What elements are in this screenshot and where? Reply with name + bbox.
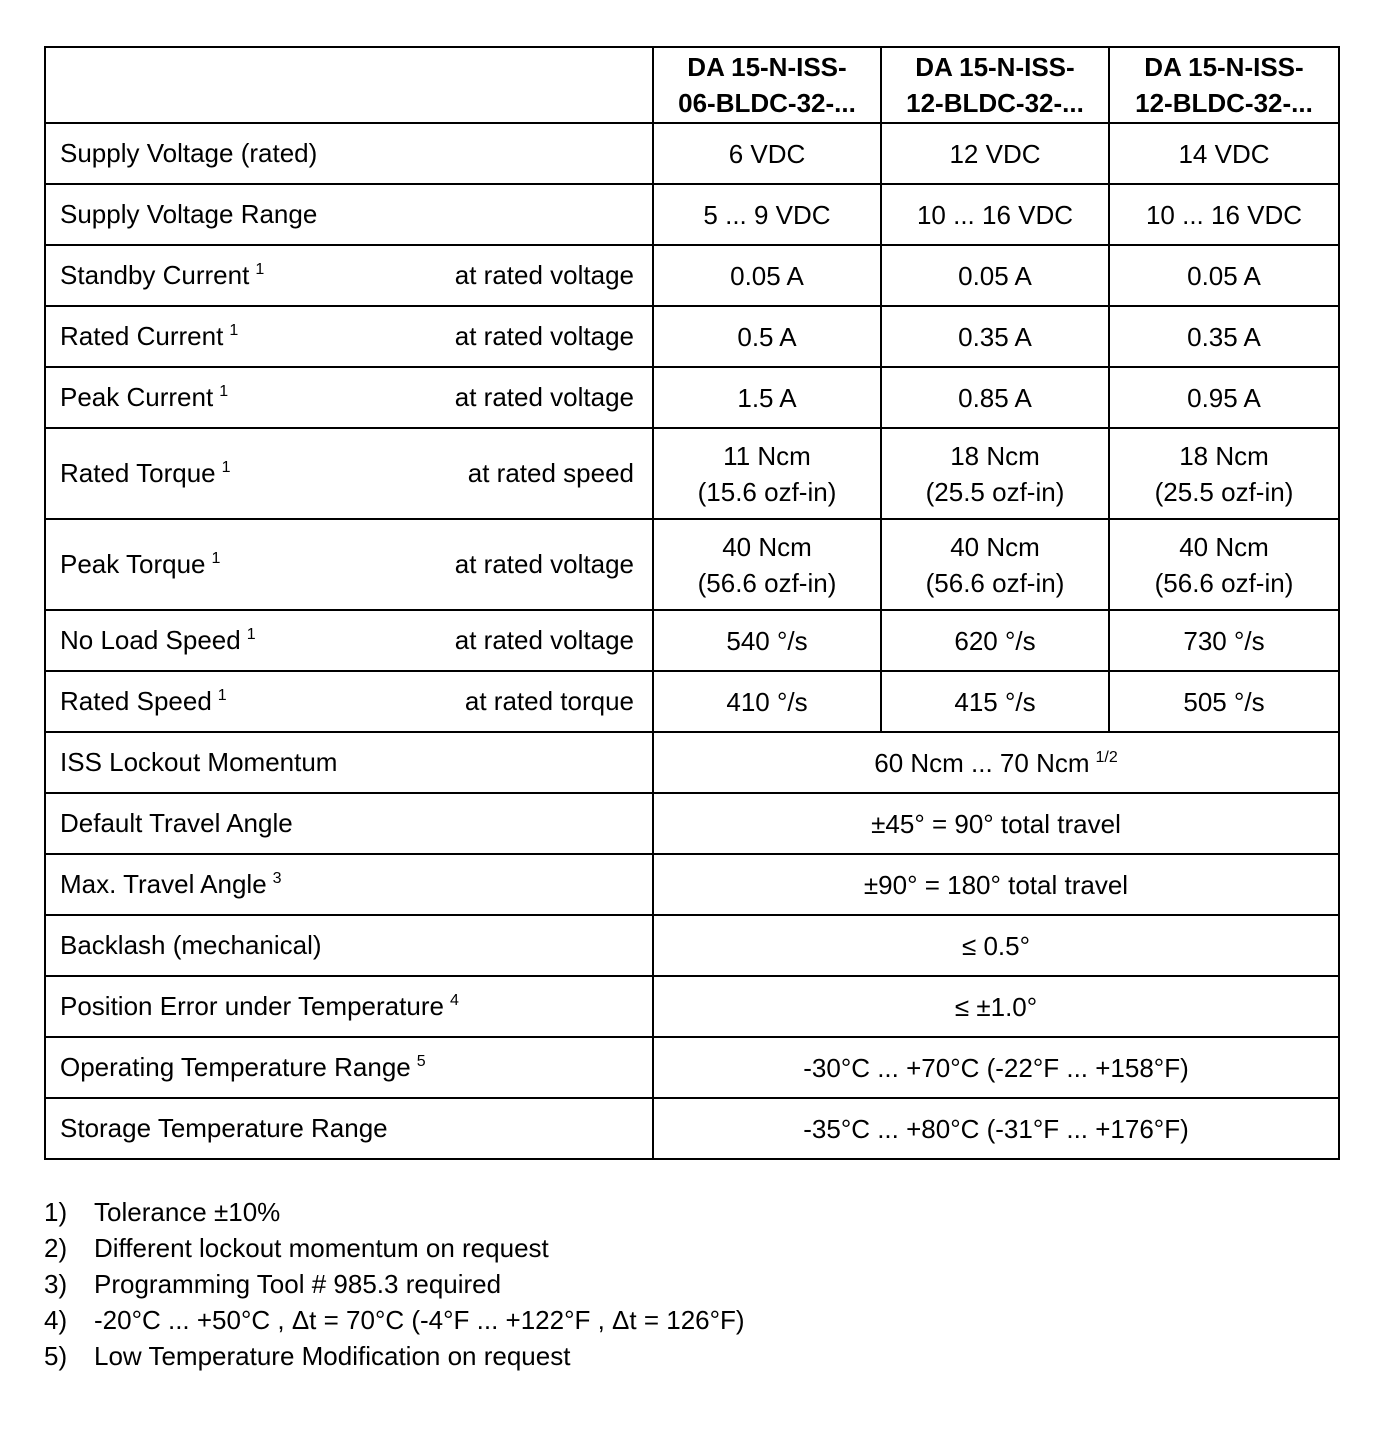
footnote-number: 3) <box>44 1269 68 1299</box>
value-cell: 40 Ncm (56.6 ozf-in) <box>1109 519 1339 610</box>
parameter-cell <box>45 306 653 367</box>
footnote-ref: 1/2 <box>1095 748 1118 766</box>
merged-value-cell: ±90° = 180° total travel <box>653 854 1339 915</box>
table-row <box>45 428 1339 519</box>
merged-value-cell: 60 Ncm ... 70 Ncm $^{1/2}$ <box>653 732 1339 793</box>
parameter-name: Rated Speed $^1$ <box>60 686 227 716</box>
parameter-name: Peak Torque $^1$ <box>60 549 221 579</box>
parameter-cell <box>45 610 653 671</box>
parameter-cell <box>45 854 653 915</box>
parameter-condition: at rated speed <box>467 458 634 488</box>
parameter-name: Supply Voltage Range <box>60 199 318 229</box>
footnote-ref: 1 <box>246 626 256 643</box>
footnote-item <box>44 1230 745 1266</box>
header-empty-cell <box>45 47 653 123</box>
footnote-text: -20°C ... +50°C , Δt = 70°C (-4°F ... +122°F , Δt = 126°F) <box>94 1305 745 1335</box>
footnote-ref: 3 <box>272 870 282 887</box>
footnote-item <box>44 1194 745 1230</box>
footnotes <box>44 1194 745 1374</box>
value-cell: 0.35 A <box>881 306 1109 367</box>
footnote-ref: 1 <box>255 261 265 278</box>
footnote-number: 2) <box>44 1233 68 1263</box>
parameter-cell <box>45 245 653 306</box>
column-header: DA 15-N-ISS- 06-BLDC-32-... <box>653 47 881 123</box>
parameter-cell <box>45 367 653 428</box>
merged-value-cell: ≤ 0.5° <box>653 915 1339 976</box>
parameter-cell <box>45 671 653 732</box>
table-row <box>45 1037 1339 1098</box>
value-cell: 505 °/s <box>1109 671 1339 732</box>
parameter-cell <box>45 915 653 976</box>
footnote-number: 1) <box>44 1197 68 1227</box>
parameter-name: Supply Voltage (rated) <box>60 138 318 168</box>
value-cell: 10 ... 16 VDC <box>1109 184 1339 245</box>
parameter-name: Standby Current $^1$ <box>60 260 265 290</box>
footnote-item <box>44 1338 745 1374</box>
footnote-item <box>44 1266 745 1302</box>
footnote-ref: 1 <box>221 459 231 476</box>
parameter-cell <box>45 793 653 854</box>
parameter-name: Backlash (mechanical) <box>60 930 322 960</box>
header-row <box>45 47 1339 123</box>
value-cell: 540 °/s <box>653 610 881 671</box>
table-row <box>45 123 1339 184</box>
value-cell: 18 Ncm (25.5 ozf-in) <box>1109 428 1339 519</box>
value-cell: 14 VDC <box>1109 123 1339 184</box>
footnote-ref: 1 <box>217 687 227 704</box>
footnote-number: 5) <box>44 1341 68 1371</box>
merged-value-cell: ≤ ±1.0° <box>653 976 1339 1037</box>
merged-value-cell: ±45° = 90° total travel <box>653 793 1339 854</box>
footnote-item <box>44 1302 745 1338</box>
table-row <box>45 1098 1339 1159</box>
parameter-name: Peak Current $^1$ <box>60 382 229 412</box>
value-cell: 12 VDC <box>881 123 1109 184</box>
column-header: DA 15-N-ISS- 12-BLDC-32-... <box>881 47 1109 123</box>
table-row <box>45 732 1339 793</box>
parameter-condition: at rated voltage <box>454 321 634 351</box>
parameter-name: Rated Current $^1$ <box>60 321 239 351</box>
value-cell: 0.05 A <box>1109 245 1339 306</box>
table-row <box>45 245 1339 306</box>
parameter-cell <box>45 1037 653 1098</box>
table-row <box>45 854 1339 915</box>
value-cell: 5 ... 9 VDC <box>653 184 881 245</box>
parameter-condition: at rated voltage <box>454 625 634 655</box>
table-row <box>45 184 1339 245</box>
value-cell: 415 °/s <box>881 671 1109 732</box>
parameter-cell <box>45 123 653 184</box>
parameter-name: ISS Lockout Momentum <box>60 747 338 777</box>
merged-value-cell: -30°C ... +70°C (-22°F ... +158°F) <box>653 1037 1339 1098</box>
parameter-name: Operating Temperature Range <box>60 1052 411 1082</box>
footnote-text: Different lockout momentum on request <box>94 1233 549 1263</box>
footnote-ref: 1 <box>219 383 229 400</box>
value-cell: 0.85 A <box>881 367 1109 428</box>
footnote-text: Low Temperature Modification on request <box>94 1341 571 1371</box>
parameter-cell <box>45 732 653 793</box>
table-row <box>45 306 1339 367</box>
parameter-name: Storage Temperature Range <box>60 1113 388 1143</box>
footnote-text: Programming Tool # 985.3 required <box>94 1269 502 1299</box>
footnote-ref: 1 <box>211 550 221 567</box>
parameter-name: Position Error under Temperature <box>60 991 444 1021</box>
value-cell: 18 Ncm (25.5 ozf-in) <box>881 428 1109 519</box>
value-cell: 6 VDC <box>653 123 881 184</box>
value-cell: 0.5 A <box>653 306 881 367</box>
table-row <box>45 793 1339 854</box>
merged-value-cell: -35°C ... +80°C (-31°F ... +176°F) <box>653 1098 1339 1159</box>
value-cell: 410 °/s <box>653 671 881 732</box>
parameter-condition: at rated voltage <box>454 382 634 412</box>
value-cell: 40 Ncm (56.6 ozf-in) <box>653 519 881 610</box>
value-cell: 620 °/s <box>881 610 1109 671</box>
table-row <box>45 671 1339 732</box>
value-cell: 10 ... 16 VDC <box>881 184 1109 245</box>
value-cell: 0.05 A <box>881 245 1109 306</box>
footnote-ref: 1 <box>229 322 239 339</box>
parameter-cell <box>45 519 653 610</box>
value-cell: 0.95 A <box>1109 367 1339 428</box>
table-row <box>45 519 1339 610</box>
parameter-name: Default Travel Angle <box>60 808 293 838</box>
column-header: DA 15-N-ISS- 12-BLDC-32-... <box>1109 47 1339 123</box>
value-cell: 0.35 A <box>1109 306 1339 367</box>
parameter-name: No Load Speed $^1$ <box>60 625 256 655</box>
parameter-cell <box>45 1098 653 1159</box>
parameter-condition: at rated voltage <box>454 260 634 290</box>
value-cell: 11 Ncm (15.6 ozf-in) <box>653 428 881 519</box>
table-row <box>45 915 1339 976</box>
value-cell: 1.5 A <box>653 367 881 428</box>
table-row <box>45 610 1339 671</box>
value-cell: 40 Ncm (56.6 ozf-in) <box>881 519 1109 610</box>
parameter-cell <box>45 976 653 1037</box>
parameter-name: Rated Torque $^1$ <box>60 458 231 488</box>
spec-table <box>44 46 1340 1160</box>
parameter-name: Max. Travel Angle <box>60 869 267 899</box>
footnote-ref: 4 <box>449 992 459 1009</box>
table-row <box>45 367 1339 428</box>
footnote-ref: 5 <box>416 1053 426 1070</box>
parameter-cell <box>45 184 653 245</box>
value-cell: 0.05 A <box>653 245 881 306</box>
parameter-cell <box>45 428 653 519</box>
value-cell: 730 °/s <box>1109 610 1339 671</box>
parameter-condition: at rated torque <box>464 686 634 716</box>
table-row <box>45 976 1339 1037</box>
footnote-number: 4) <box>44 1305 68 1335</box>
parameter-condition: at rated voltage <box>454 549 634 579</box>
footnote-text: Tolerance ±10% <box>94 1197 281 1227</box>
